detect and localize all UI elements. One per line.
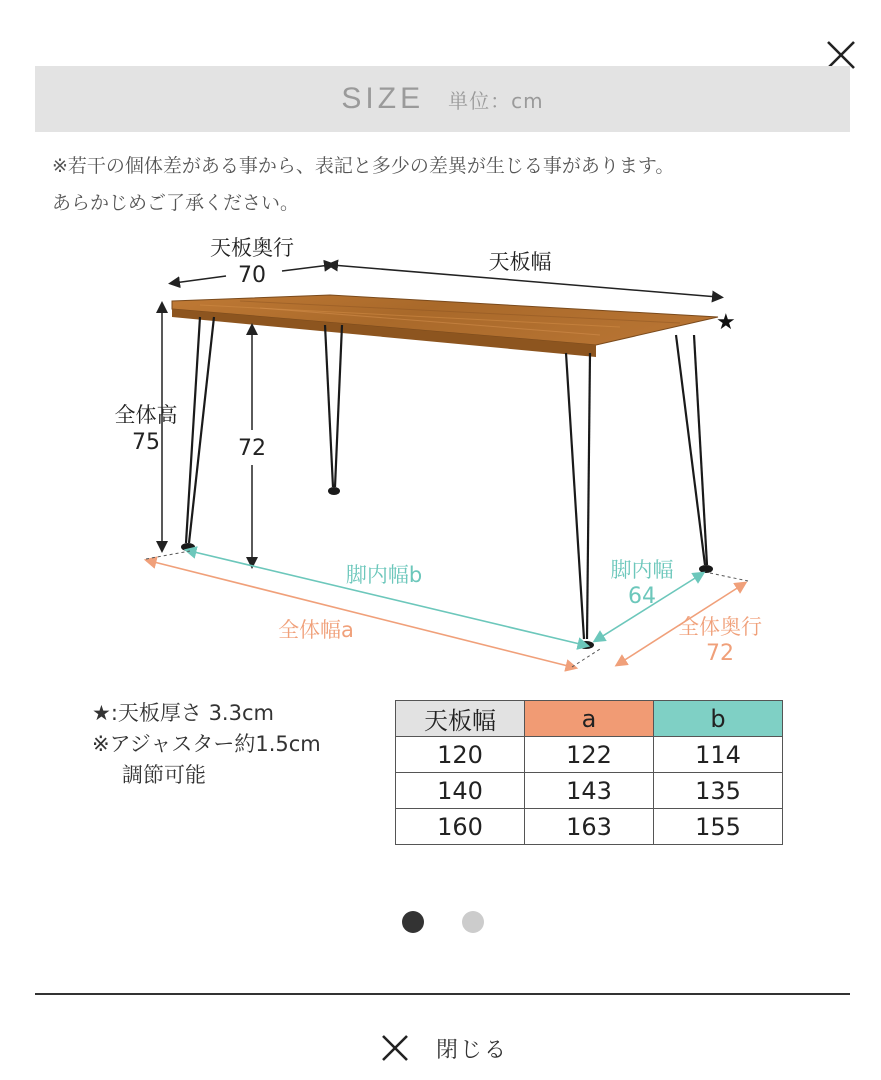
- inner-height-value: 72: [238, 436, 266, 461]
- table-header-row: [396, 701, 783, 737]
- table-row: [396, 737, 783, 773]
- total-width-label: 全体幅a: [278, 618, 354, 642]
- table-dimension-diagram: [0, 225, 881, 680]
- close-label: 閉じる: [436, 1037, 509, 1063]
- header-b: b: [654, 701, 783, 737]
- header-a: a: [525, 701, 654, 737]
- legend-adjuster: ※アジャスター約1.5cm: [92, 732, 321, 756]
- close-button[interactable]: [378, 1030, 508, 1066]
- size-table: [395, 700, 783, 845]
- note-line-1: ※若干の個体差がある事から、表記と多少の差異が生じる事があります。: [52, 155, 675, 177]
- total-depth-value: 72: [706, 641, 734, 666]
- table-cell: 122: [525, 737, 654, 773]
- legend-adjustable: 調節可能: [122, 763, 206, 787]
- table-cell: 114: [654, 737, 783, 773]
- top-width-label: 天板幅: [488, 250, 552, 274]
- carousel-pager: [0, 911, 881, 935]
- table-row: [396, 809, 783, 845]
- total-height-label: 全体高: [114, 403, 178, 427]
- leg-inner-depth-value: 64: [628, 584, 656, 609]
- pager-dot-1[interactable]: [402, 911, 424, 933]
- unit-label: 単位：cm: [448, 88, 544, 113]
- leg-inner-width-label: 脚内幅b: [345, 563, 423, 587]
- leg-inner-depth-label: 脚内幅: [610, 558, 674, 582]
- divider: [35, 993, 850, 995]
- note-line-2: あらかじめご了承ください。: [52, 192, 300, 214]
- table-cell: 160: [396, 809, 525, 845]
- table-cell: 143: [525, 773, 654, 809]
- header-top-width: 天板幅: [396, 701, 525, 737]
- top-depth-value: 70: [238, 263, 266, 288]
- pager-dot-2[interactable]: [462, 911, 484, 933]
- table-cell: 155: [654, 809, 783, 845]
- disclaimer-note: [52, 148, 852, 222]
- thickness-star: ★: [716, 310, 736, 335]
- size-header: [35, 66, 850, 132]
- table-cell: 140: [396, 773, 525, 809]
- tabletop: [172, 295, 718, 357]
- total-height-value: 75: [132, 430, 160, 455]
- legend-notes: [92, 698, 321, 791]
- table-cell: 120: [396, 737, 525, 773]
- total-depth-label: 全体奥行: [678, 615, 762, 639]
- top-depth-label: 天板奥行: [210, 236, 294, 260]
- table-cell: 163: [525, 809, 654, 845]
- legend-thickness: ★:天板厚さ 3.3cm: [92, 701, 274, 725]
- size-title: SIZE: [341, 82, 425, 115]
- close-icon: [378, 1031, 412, 1065]
- table-row: [396, 773, 783, 809]
- table-cell: 135: [654, 773, 783, 809]
